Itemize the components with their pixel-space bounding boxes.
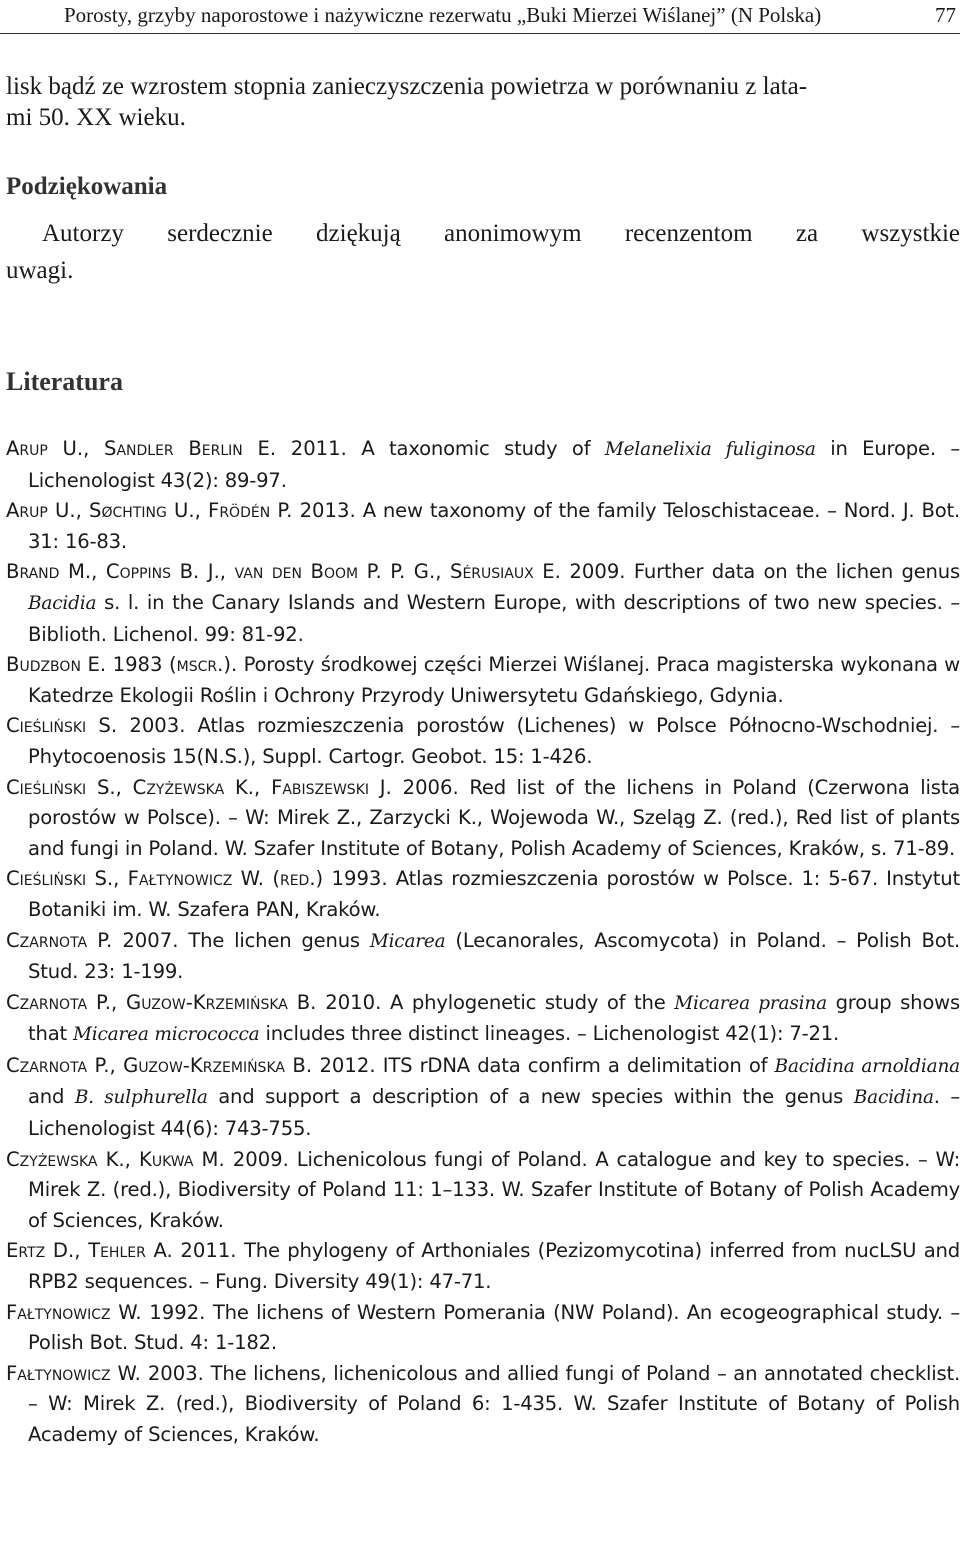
reference-text: includes three distinct lineages. – Lichenologist 42(1): 7-21. [259, 1022, 840, 1046]
intro-line-1: lisk bądź ze wzrostem stopnia zanieczyszczenia powietrza w porównaniu z lata- [6, 73, 808, 100]
literature-heading: Literatura [6, 367, 123, 396]
reference-authors: Cieśliński S., Fałtynowicz W. (red.) 1993. [6, 867, 388, 891]
reference-authors: Czarnota P. 2007. [6, 928, 179, 952]
reference-italic: B. sulphurella [74, 1087, 208, 1109]
reference-authors: Cieśliński S. 2003. [6, 714, 186, 738]
reference-entry [6, 1298, 960, 1359]
reference-text: and [28, 1085, 75, 1109]
reference-entry [6, 650, 960, 711]
page-number: 77 [935, 3, 956, 27]
reference-authors: Fałtynowicz W. 1992. [6, 1300, 206, 1324]
reference-authors: Czyżewska K., Kukwa M. 2009. [6, 1147, 289, 1171]
reference-italic: Bacidina [853, 1087, 934, 1109]
reference-italic: Micarea [369, 930, 446, 952]
reference-text: The phylogeny of Arthoniales (Pezizomycotina) inferred from nucLSU and RPB2 sequences. – Fung. Diversity 49(1): 47-71. [28, 1239, 960, 1294]
reference-text: group shows that [28, 990, 960, 1046]
reference-entry [6, 926, 960, 988]
reference-italic: Bacidia [28, 592, 97, 614]
acknowledgements-heading: Podziękowania [6, 173, 168, 200]
acknowledgements-line-2: uwagi. [6, 257, 74, 284]
intro-line-2: mi 50. XX wieku. [6, 104, 186, 131]
reference-text: . – Lichenologist 44(6): 743-755. [28, 1085, 960, 1141]
reference-italic: Micarea micrococca [73, 1024, 260, 1046]
reference-authors: Czarnota P., Guzow-Krzemińska B. 2010. [6, 990, 382, 1014]
reference-entry [6, 1145, 960, 1237]
reference-text: Lichenicolous fungi of Poland. A catalogue and key to species. – W: Mirek Z. (red.), Biodiversity of Poland 11: 1–133. W. Szafer Institute of Botany of Polish Academy of Sciences, Kraków. [28, 1147, 960, 1232]
reference-list [6, 434, 960, 1451]
reference-text: in Europe. – Lichenologist 43(2): 89-97. [28, 437, 960, 492]
reference-text: Atlas rozmieszczenia porostów w Polsce. 1: 5-67. Instytut Botaniki im. W. Szafera PAN, Kraków. [28, 867, 960, 921]
reference-text: A taxonomic study of [346, 437, 605, 460]
reference-text: and support a description of a new species within the genus [207, 1085, 854, 1109]
reference-text: Further data on the lichen genus [625, 560, 960, 584]
reference-entry [6, 711, 960, 772]
running-title: Porosty, grzyby naporostowe i nażywiczne rezerwatu „Buki Mierzei Wiślanej” (N Polska) [64, 3, 822, 27]
reference-authors: Czarnota P., Guzow-Krzemińska B. 2012. [6, 1053, 376, 1077]
reference-entry [6, 434, 960, 496]
running-header [0, 0, 960, 34]
reference-authors: Ertz D., Tehler A. 2011. [6, 1239, 237, 1263]
reference-text: s. l. in the Canary Islands and Western Europe, with descriptions of two new species. – Biblioth. Lichenol. 99: 81-92. [28, 590, 960, 646]
reference-authors: Brand M., Coppins B. J., van den Boom P. P. G., Sérusiaux E. 2009. [6, 560, 626, 584]
reference-italic: Melanelixia fuliginosa [604, 439, 816, 460]
reference-entry [6, 1051, 960, 1145]
reference-entry [6, 1359, 960, 1451]
reference-entry [6, 773, 960, 865]
reference-entry [6, 988, 960, 1051]
reference-text: The lichen genus [178, 928, 370, 952]
reference-text: The lichens of Western Pomerania (NW Poland). An ecogeographical study. – Polish Bot. Stud. 4: 1-182. [28, 1300, 960, 1355]
reference-entry [6, 1236, 960, 1297]
reference-entry [6, 496, 960, 557]
acknowledgements-line-1: Autorzy serdecznie dziękują anonimowym recenzentom za wszystkie [42, 220, 960, 247]
reference-text: (Lecanorales, Ascomycota) in Poland. – Polish Bot. Stud. 23: 1-199. [28, 928, 960, 984]
reference-entry [6, 557, 960, 650]
reference-text: Red list of the lichens in Poland (Czerwona lista porostów w Polsce). – W: Mirek Z., Zarzycki K., Wojewoda W., Szeląg Z. (red.), Red list of plants and fungi in Poland. W. Szafer Institute of Botany, Polish Academy of Sciences, Kraków, s. 71-89. [28, 775, 960, 860]
reference-italic: Micarea prasina [674, 992, 827, 1014]
reference-text: A new taxonomy of the family Teloschistaceae. – Nord. J. Bot. 31: 16-83. [28, 499, 960, 553]
reference-authors: Arup U., Sandler Berlin E. 2011. [6, 437, 347, 460]
reference-authors: Arup U., Søchting U., Frödén P. 2013. [6, 499, 356, 523]
reference-entry [6, 864, 960, 925]
reference-text: A phylogenetic study of the [381, 990, 675, 1014]
reference-authors: Cieśliński S., Czyżewska K., Fabiszewski J. 2006. [6, 775, 459, 799]
reference-authors: Fałtynowicz W. 2003. [6, 1361, 204, 1385]
reference-text: Atlas rozmieszczenia porostów (Lichenes) w Polsce Północno-Wschodniej. – Phytocoenosis 15(N.S.), Suppl. Cartogr. Geobot. 15: 1-426. [28, 714, 960, 768]
reference-italic: Bacidina arnoldiana [774, 1055, 960, 1077]
reference-text: Porosty środkowej części Mierzei Wiślanej. Praca magisterska wykonana w Katedrze Ekologii Roślin i Ochrony Przyrody Uniwersytetu Gdańskiego, Gdynia. [28, 653, 960, 707]
reference-authors: Budzbon E. 1983 (mscr.). [6, 653, 238, 677]
reference-text: The lichens, lichenicolous and allied fungi of Poland – an annotated checklist. – W: Mirek Z. (red.), Biodiversity of Poland 6: 1-435. W. Szafer Institute of Botany of Polish Academy of Sciences, Kraków. [28, 1361, 960, 1446]
reference-text: ITS rDNA data confirm a delimitation of [375, 1053, 775, 1077]
